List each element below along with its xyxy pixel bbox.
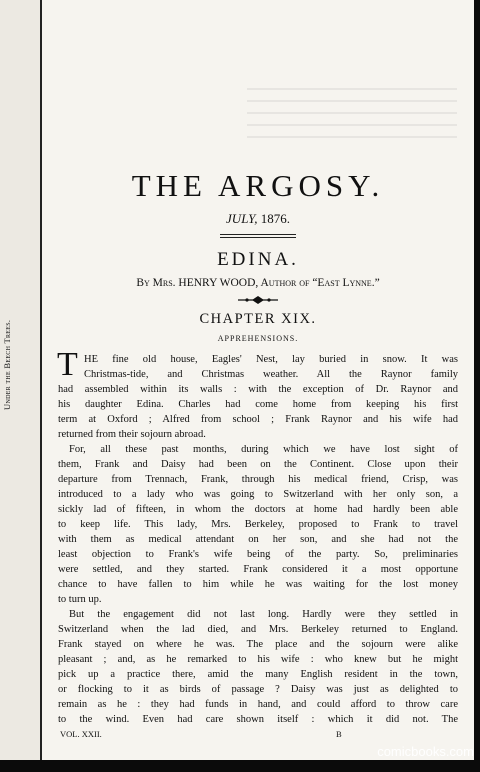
bleed-through-line	[247, 136, 457, 138]
text-line: For, all these past months, during which we have lost sight of	[69, 444, 458, 455]
text-line: least objection to Frank's wife being of the party. So, preliminaries	[58, 549, 458, 560]
bleed-through-line	[247, 112, 457, 114]
text-line: to keep life. This lady, Mrs. Berkeley, proposed to Frank to travel	[58, 519, 458, 530]
text-line: Frank stayed on where he was. The place and the sojourn were alike	[58, 639, 458, 650]
bleed-through-line	[247, 88, 457, 90]
drop-cap: T	[57, 346, 78, 383]
signature-mark: B	[336, 729, 342, 739]
text-line: were settled, and they started. Frank considered it a most opportune	[58, 564, 458, 575]
text-line: HE fine old house, Eagles' Nest, lay buried in snow. It was	[84, 354, 458, 365]
volume-number: VOL. XXII.	[60, 729, 102, 739]
text-line: returned from their sojourn abroad.	[58, 429, 206, 440]
text-line: term at Oxford ; Alfred from school ; Frank Raynor and his wife had	[58, 414, 458, 425]
text-line: introduced to a lady who was going to Switzerland with her only son, a	[58, 489, 458, 500]
ornament-divider-icon	[238, 296, 278, 304]
text-line: his daughter Edina. Charles had come home from keeping his first	[58, 399, 458, 410]
text-line: had assembled within its walls : with the exception of Dr. Raynor and	[58, 384, 458, 395]
text-line: Christmas-tide, and Christmas weather. All the Raynor family	[84, 369, 458, 380]
issue-year: 1876.	[260, 211, 290, 226]
text-line: But the engagement did not last long. Hardly were they settled in	[69, 609, 458, 620]
issue-date	[42, 211, 474, 227]
site-watermark: comicbooks.com	[377, 744, 474, 759]
double-rule	[220, 234, 296, 238]
story-byline: By Mrs. HENRY WOOD, Author of “East Lynne.”	[136, 277, 380, 289]
running-head-facing-page: Under the Beech Trees.	[2, 319, 12, 410]
text-line: departure from Trennach, Frank, through his medical friend, Crisp, was	[58, 474, 458, 485]
bleed-through-line	[247, 124, 457, 126]
issue-month: JULY,	[226, 211, 258, 226]
text-line: with them as medical attendant on her son, and she had not the	[58, 534, 458, 545]
journal-title: THE ARGOSY.	[131, 168, 385, 203]
text-line: remain as he : they had funds in hand, and could afford to throw care	[58, 699, 458, 710]
text-line: to the wind. Even had care shown itself : which it did not. The	[58, 714, 458, 725]
text-line: pleasant ; and, as he remarked to his wife : who knew but he might	[58, 654, 458, 665]
chapter-heading: CHAPTER XIX.	[199, 311, 317, 327]
text-line: or flocking to it as birds of passage ? Daisy was just as delighted to	[58, 684, 458, 695]
text-line: pick up a practice there, amid the many English resident in the town,	[58, 669, 458, 680]
bleed-through-line	[247, 100, 457, 102]
text-line: chance to have fallen to him while he was waiting for the lost money	[58, 579, 458, 590]
chapter-subheading: APPREHENSIONS.	[217, 334, 299, 343]
story-title: EDINA.	[217, 249, 299, 270]
facing-page-edge	[0, 0, 42, 760]
text-line: to turn up.	[58, 594, 102, 605]
document-page	[42, 0, 474, 760]
text-line: Switzerland when the lad died, and Mrs. Berkeley returned to England.	[58, 624, 458, 635]
text-line: sickly lad of fifteen, in whom the doctors at home had hardly been able	[58, 504, 458, 515]
text-line: them, Frank and Daisy had been on the Continent. Close upon their	[58, 459, 458, 470]
